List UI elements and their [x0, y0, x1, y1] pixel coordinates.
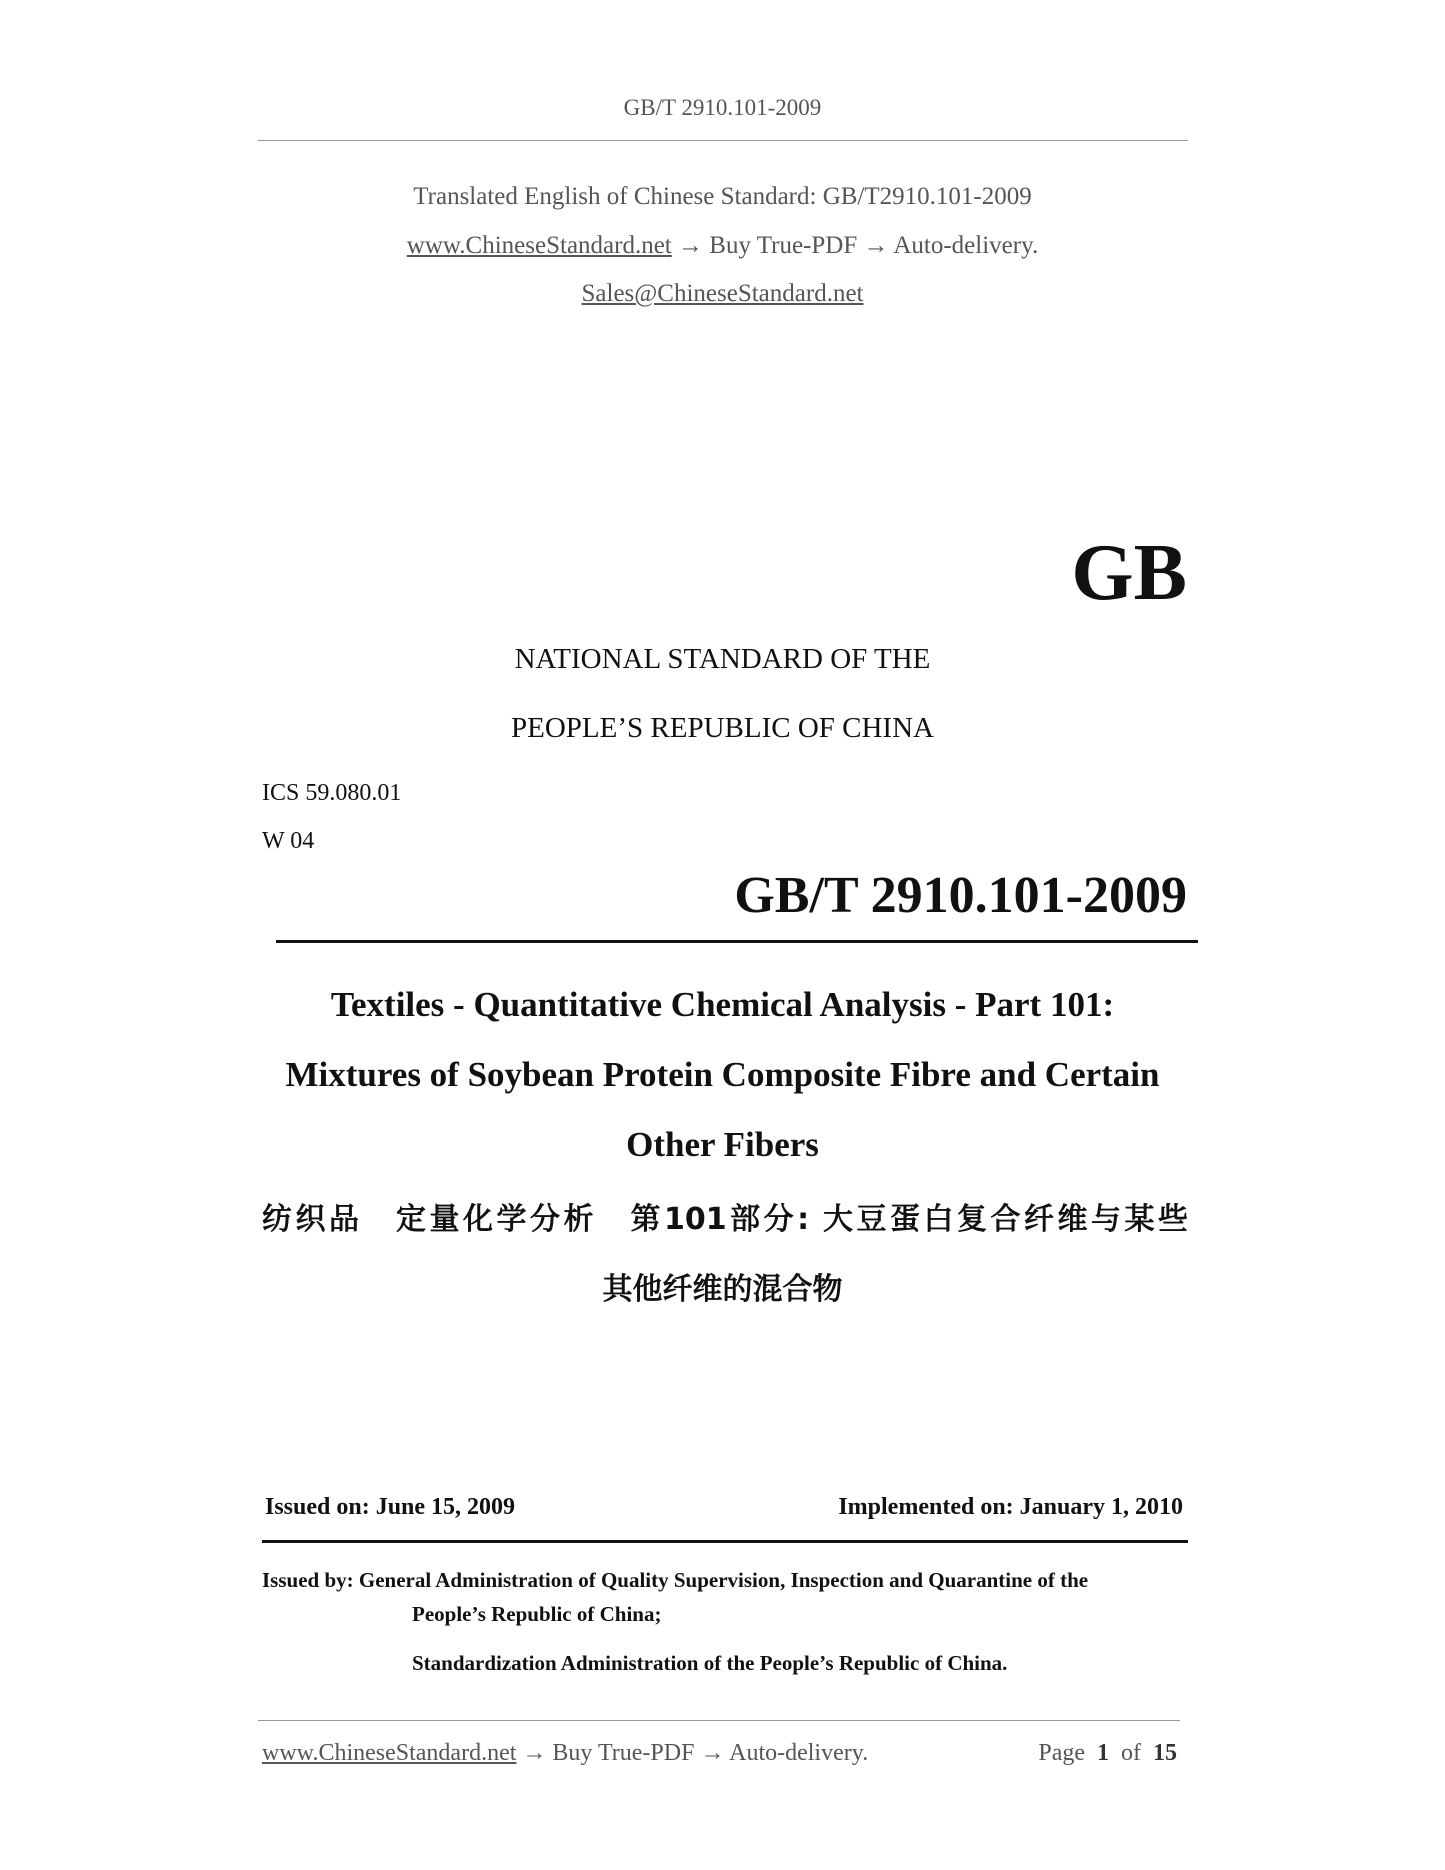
- dates-divider: [262, 1540, 1188, 1543]
- page-total: 15: [1153, 1740, 1177, 1766]
- page-number: 1: [1097, 1740, 1109, 1766]
- ccs-code: W 04: [262, 828, 315, 854]
- email-line: [0, 280, 1445, 308]
- delivery-text: → Buy True-PDF → Auto-delivery.: [671, 232, 1039, 259]
- title-en-line-1: Textiles - Quantitative Chemical Analysis - Part 101:: [330, 985, 1115, 1024]
- implemented-on-date: Implemented on: January 1, 2010: [838, 1494, 1183, 1520]
- header-divider: [258, 140, 1188, 141]
- title-en-line-3: Other Fibers: [626, 1125, 819, 1164]
- email-link[interactable]: Sales@ChineseStandard.net: [581, 280, 864, 307]
- delivery-line: [0, 232, 1445, 260]
- national-standard-line-2: PEOPLE’S REPUBLIC OF CHINA: [511, 712, 934, 744]
- of-label: of: [1121, 1740, 1141, 1766]
- gb-mark: GB: [1071, 529, 1187, 617]
- national-standard-line-1: NATIONAL STANDARD OF THE: [514, 643, 931, 675]
- page-label: Page: [1038, 1740, 1085, 1766]
- issued-by-second: Standardization Administration of the People’s Republic of China.: [412, 1651, 1008, 1675]
- footer-divider: [258, 1720, 1180, 1721]
- running-header-title: GB/T 2910.101-2009: [623, 95, 822, 120]
- title-cn-line-2: 其他纤维的混合物: [602, 1272, 843, 1307]
- title-en-line-2: Mixtures of Soybean Protein Composite Fibre and Certain: [285, 1055, 1160, 1094]
- translated-standard-line: Translated English of Chinese Standard: GB/T2910.101-2009: [413, 183, 1032, 210]
- issued-by-continued: People’s Republic of China;: [412, 1602, 662, 1626]
- ics-code: ICS 59.080.01: [262, 780, 402, 806]
- issued-on-date: Issued on: June 15, 2009: [265, 1494, 516, 1520]
- issued-by-line: Issued by: General Administration of Quality Supervision, Inspection and Quarantine of the: [262, 1568, 1089, 1592]
- footer-delivery-line: [262, 1740, 868, 1767]
- website-link[interactable]: www.ChineseStandard.net: [406, 232, 672, 259]
- page-indicator: [1038, 1740, 1177, 1767]
- standard-number: GB/T 2910.101-2009: [734, 867, 1187, 924]
- title-cn-line-1: 纺织品 定量化学分析 第101部分: 大豆蛋白复合纤维与某些: [262, 1202, 1188, 1237]
- title-divider: [276, 940, 1198, 943]
- footer-website-link[interactable]: www.ChineseStandard.net: [262, 1740, 517, 1766]
- footer-delivery-text: → Buy True-PDF → Auto-delivery.: [516, 1740, 869, 1766]
